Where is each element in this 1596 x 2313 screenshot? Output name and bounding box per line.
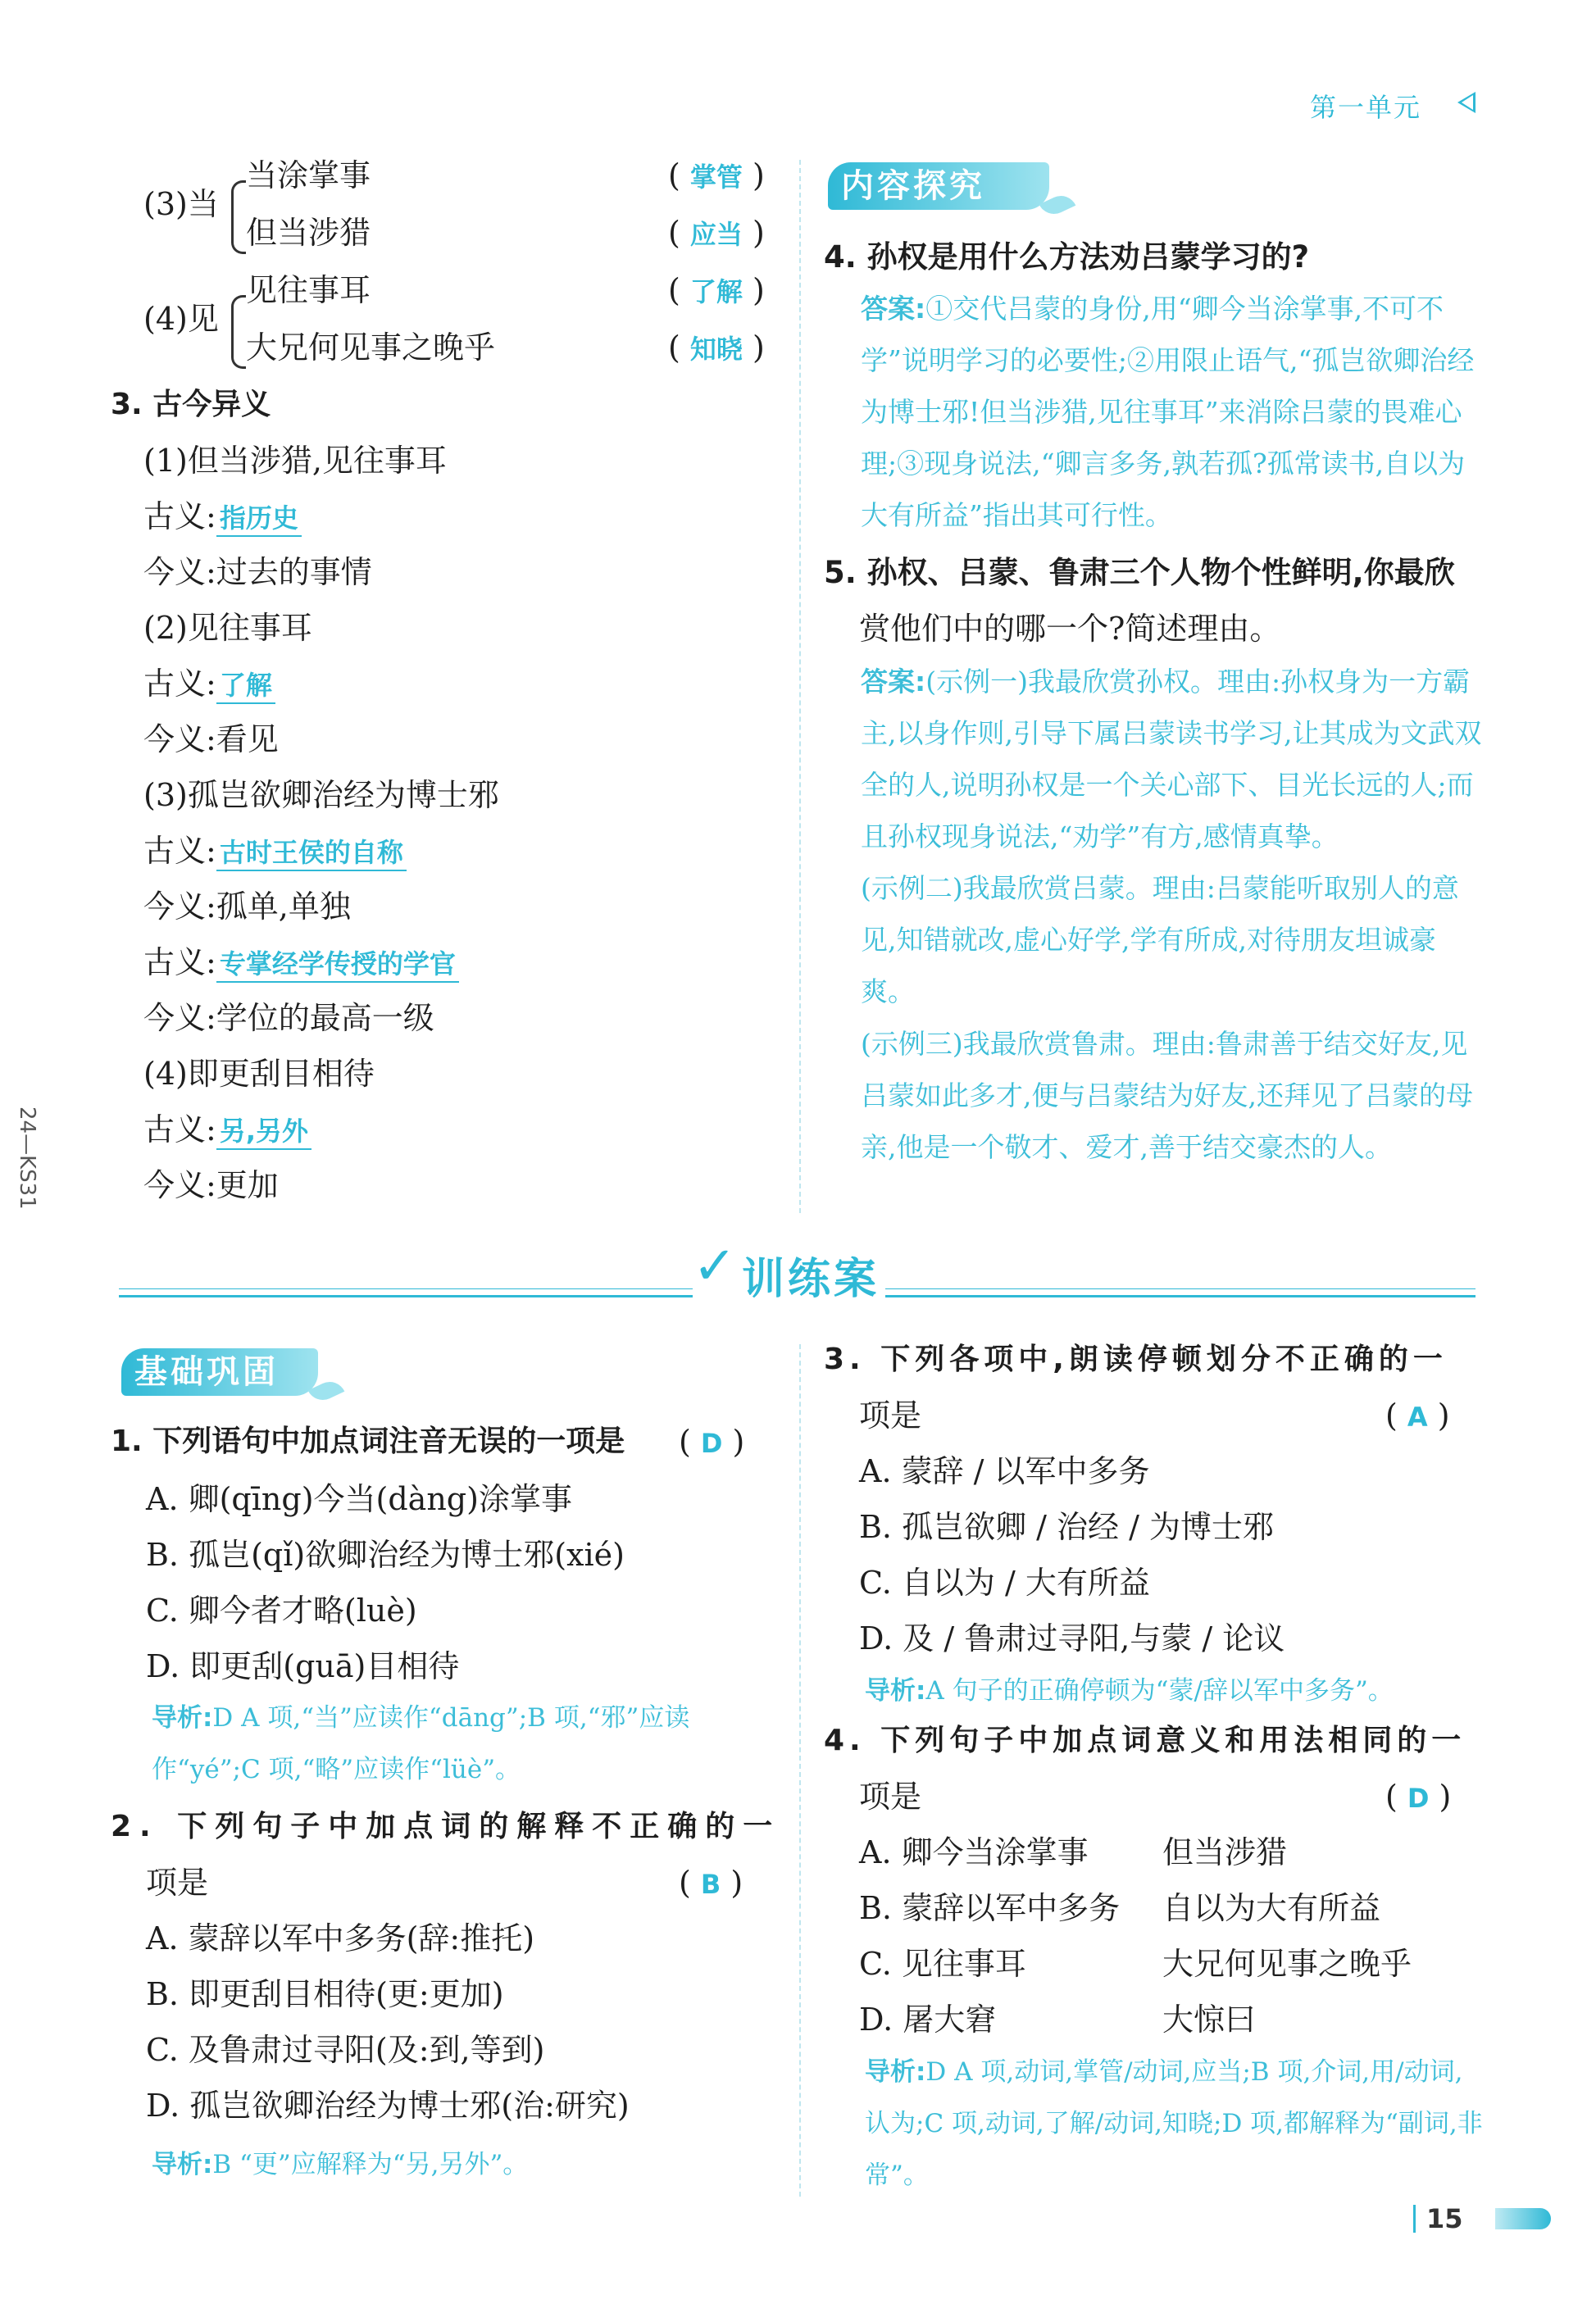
question-4: 4. 孙权是用什么方法劝吕蒙学习的? <box>824 239 1310 275</box>
answer-5-example1: 答案:(示例一)我最欣赏孙权。理由:孙权身为一方霸主,以身作则,引导下属吕蒙读书学习,让其成为文武双全的人,说明孙权是一个关心部下、目光长远的人;而且孙权现身说法,“劝学”有方,感情真挚。 <box>861 666 1482 852</box>
option-pair: 但当涉猎 <box>1162 1834 1288 1870</box>
page-number: 15 <box>1426 2203 1463 2234</box>
item3-label: (3)当 <box>143 186 219 222</box>
column-divider-bottom <box>799 1344 801 2197</box>
guide-3: 导析:A 句子的正确停顿为“蒙/辞以军中多务”。 <box>865 1676 1394 1706</box>
gu-meaning: 古义: 古时王侯的自称 <box>143 831 407 872</box>
gujin-item: (4)即更刮目相待 <box>143 1056 375 1092</box>
answer-5-example3: (示例三)我最欣赏鲁肃。理由:鲁肃善于结交好友,见吕蒙如此多才,便与吕蒙结为好友,还拜见了吕蒙的母亲,他是一个敬才、爱才,善于结交豪杰的人。 <box>861 1028 1473 1163</box>
answer-5-example2: (示例二)我最欣赏吕蒙。理由:吕蒙能听取别人的意见,知错就改,虚心好学,学有所成,对待朋友坦诚豪爽。 <box>861 872 1459 1007</box>
option: B. 即更刮目相待(更:更加) <box>146 1976 504 2012</box>
question-5-line2: 赏他们中的哪一个?简述理由。 <box>859 611 1281 647</box>
question-3-line1: 3. 下列各项中,朗读停顿划分不正确的一 <box>824 1343 1448 1376</box>
item3-b-answer: ( 应当 ) <box>668 215 765 251</box>
option-pair: 大惊曰 <box>1162 2002 1257 2038</box>
question-2-line2: 项是 <box>146 1865 209 1901</box>
guide-2: 导析:B “更”应解释为“另,另外”。 <box>152 2150 529 2179</box>
question-4b-line1: 4. 下列句子中加点词意义和用法相同的一 <box>824 1724 1466 1757</box>
option: C. 见往事耳 <box>859 1946 1026 1982</box>
option: B. 蒙辞以军中多务 <box>859 1890 1121 1926</box>
divider-line <box>885 1295 1476 1297</box>
item4-a-answer: ( 了解 ) <box>668 272 765 308</box>
question-3-answer: ( A ) <box>1385 1397 1450 1434</box>
question-3-line2: 项是 <box>859 1397 922 1434</box>
guide-4: 导析:D A 项,动词,掌管/动词,应当;B 项,介词,用/动词,认为;C 项,动词,了解/动词,知晓;D 项,都解释为“副词,非常”。 <box>865 2057 1483 2190</box>
option: C. 卿今者才略(luè) <box>146 1593 417 1629</box>
guide-1: 导析:D A 项,“当”应读作“dāng”;B 项,“邪”应读作“yé”;C 项,“略”应读作“lüè”。 <box>152 1703 690 1784</box>
option: D. 即更刮(guā)目相待 <box>146 1648 460 1684</box>
jin-meaning: 今义:过去的事情 <box>143 554 372 590</box>
page-tab-decoration <box>1495 2208 1551 2229</box>
option: A. 蒙辞以军中多务(辞:推托) <box>146 1920 535 1956</box>
option: B. 孤岂(qǐ)欲卿治经为博士邪(xié) <box>146 1537 625 1573</box>
gujin-item: (1)但当涉猎,见往事耳 <box>143 443 447 479</box>
question-1-answer: ( D ) <box>679 1424 745 1460</box>
option: B. 孤岂欲卿 / 治经 / 为博士邪 <box>859 1509 1275 1545</box>
question-4b-line2: 项是 <box>859 1779 922 1815</box>
option: C. 自以为 / 大有所益 <box>859 1565 1150 1601</box>
option-pair: 自以为大有所益 <box>1162 1890 1381 1926</box>
column-divider-top <box>799 160 801 1213</box>
option: A. 卿(qīng)今当(dàng)涂掌事 <box>146 1481 572 1517</box>
question-4b-answer: ( D ) <box>1385 1779 1452 1815</box>
gu-meaning: 古义: 指历史 <box>143 497 302 538</box>
page-marker <box>1413 2205 1416 2233</box>
gujin-item: (3)孤岂欲卿治经为博士邪 <box>143 777 499 813</box>
jin-meaning: 今义:看见 <box>143 721 279 757</box>
section-banner-basic: 基础巩固 <box>121 1348 318 1396</box>
question-2-line1: 2. 下列句子中加点词的解释不正确的一 <box>111 1810 781 1843</box>
item4-b: 大兄何见事之晚乎 <box>246 329 496 366</box>
divider-line <box>119 1295 693 1297</box>
item4-b-answer: ( 知晓 ) <box>668 329 765 366</box>
side-code: 24—KS31 <box>15 1107 39 1210</box>
option-pair: 大兄何见事之晚乎 <box>1162 1946 1412 1982</box>
option: C. 及鲁肃过寻阳(及:到,等到) <box>146 2032 545 2068</box>
jin-meaning: 今义:孤单,单独 <box>143 888 351 925</box>
answer-4: 答案:①交代吕蒙的身份,用“卿今当涂掌事,不可不学”说明学习的必要性;②用限止语气,“孤岂欲卿治经为博士邪!但当涉猎,见往事耳”来消除吕蒙的畏难心理;③现身说法,“卿言多务,孰若孤?孤常读书,自以为大有所益”指出其可行性。 <box>861 293 1475 531</box>
gujin-item: (2)见往事耳 <box>143 610 312 646</box>
triangle-marker-icon <box>1457 92 1476 113</box>
question-1: 1. 下列语句中加点词注音无误的一项是 <box>111 1425 625 1458</box>
training-title: 训练案 <box>742 1255 880 1304</box>
option: D. 及 / 鲁肃过寻阳,与蒙 / 论议 <box>859 1620 1285 1656</box>
checkmark-icon: ✓ <box>693 1236 737 1297</box>
divider-line <box>885 1288 1476 1289</box>
jin-meaning: 今义:学位的最高一级 <box>143 1000 434 1036</box>
item4-a: 见往事耳 <box>246 272 371 308</box>
gu-meaning: 古义: 专掌经学传授的学官 <box>143 943 459 984</box>
item4-label: (4)见 <box>143 301 219 337</box>
option: D. 孤岂欲卿治经为博士邪(治:研究) <box>146 2088 630 2124</box>
unit-label: 第一单元 <box>1310 92 1422 123</box>
item3-a-answer: ( 掌管 ) <box>668 157 765 193</box>
question-5-line1: 5. 孙权、吕蒙、鲁肃三个人物个性鲜明,你最欣 <box>824 555 1455 590</box>
brace <box>231 180 246 254</box>
item3-b: 但当涉猎 <box>246 215 371 251</box>
leaf-icon <box>308 1376 345 1405</box>
question-2-answer: ( B ) <box>679 1865 743 1901</box>
jin-meaning: 今义:更加 <box>143 1167 279 1203</box>
gu-meaning: 古义: 了解 <box>143 664 275 705</box>
option: A. 蒙辞 / 以军中多务 <box>859 1453 1150 1489</box>
brace <box>231 295 246 369</box>
option: A. 卿今当涂掌事 <box>859 1834 1089 1870</box>
gu-meaning: 古义: 另,另外 <box>143 1110 311 1151</box>
section-banner-content: 内容探究 <box>828 162 1049 210</box>
item3-a: 当涂掌事 <box>246 157 371 193</box>
divider-line <box>119 1288 693 1289</box>
section-title: 3. 古今异义 <box>111 388 271 421</box>
option: D. 屠大窘 <box>859 2002 997 2038</box>
leaf-icon <box>1039 190 1076 219</box>
